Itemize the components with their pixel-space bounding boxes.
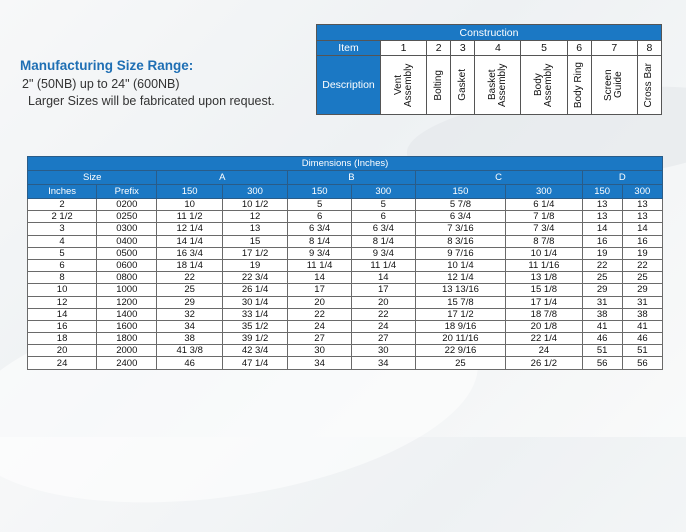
table-cell: 14 bbox=[582, 223, 622, 235]
table-cell: 0500 bbox=[97, 247, 157, 259]
table-cell: 46 bbox=[157, 357, 222, 369]
table-cell: 27 bbox=[351, 333, 415, 345]
table-cell: 17 bbox=[351, 284, 415, 296]
table-cell: 19 bbox=[222, 259, 287, 271]
table-cell: 20 bbox=[351, 296, 415, 308]
table-cell: 42 3/4 bbox=[222, 345, 287, 357]
table-cell: 46 bbox=[622, 333, 662, 345]
table-cell: 8 7/8 bbox=[506, 235, 582, 247]
column-header: 150 bbox=[415, 185, 506, 199]
table-cell: 51 bbox=[582, 345, 622, 357]
table-cell: 7 3/4 bbox=[506, 223, 582, 235]
table-cell: 22 bbox=[351, 308, 415, 320]
table-row bbox=[28, 357, 663, 369]
column-header: 300 bbox=[222, 185, 287, 199]
table-cell: 34 bbox=[157, 320, 222, 332]
table-cell: 16 bbox=[622, 235, 662, 247]
item-number: 7 bbox=[591, 41, 637, 56]
table-cell: 35 1/2 bbox=[222, 320, 287, 332]
dimensions-table bbox=[27, 156, 663, 370]
table-cell: 1600 bbox=[97, 320, 157, 332]
table-cell: 13 bbox=[582, 211, 622, 223]
table-row bbox=[28, 199, 663, 211]
table-cell: 13 1/8 bbox=[506, 272, 582, 284]
table-cell: 14 bbox=[288, 272, 352, 284]
table-cell: 18 bbox=[28, 333, 97, 345]
table-cell: 1400 bbox=[97, 308, 157, 320]
table-cell: 11 1/16 bbox=[506, 259, 582, 271]
table-cell: 11 1/2 bbox=[157, 211, 222, 223]
table-row bbox=[28, 259, 663, 271]
table-cell: 22 bbox=[288, 308, 352, 320]
item-number: 3 bbox=[451, 41, 475, 56]
table-cell: 8 1/4 bbox=[288, 235, 352, 247]
table-cell: 25 bbox=[157, 284, 222, 296]
item-description: Vent Assembly bbox=[392, 63, 414, 107]
column-header: 150 bbox=[157, 185, 222, 199]
group-header-b: B bbox=[288, 171, 415, 185]
column-header: 300 bbox=[351, 185, 415, 199]
table-cell: 4 bbox=[28, 235, 97, 247]
table-cell: 1200 bbox=[97, 296, 157, 308]
sub-header-row bbox=[28, 185, 663, 199]
table-cell: 7 1/8 bbox=[506, 211, 582, 223]
table-cell: 24 bbox=[506, 345, 582, 357]
table-cell: 9 3/4 bbox=[288, 247, 352, 259]
table-cell: 6 3/4 bbox=[351, 223, 415, 235]
table-cell: 0600 bbox=[97, 259, 157, 271]
item-number: 1 bbox=[381, 41, 427, 56]
larger-sizes-note: Larger Sizes will be fabricated upon request. bbox=[28, 94, 275, 108]
table-cell: 16 bbox=[582, 235, 622, 247]
group-header-c: C bbox=[415, 171, 582, 185]
dimensions-title: Dimensions (Inches) bbox=[28, 157, 663, 171]
table-cell: 10 bbox=[157, 199, 222, 211]
table-cell: 15 1/8 bbox=[506, 284, 582, 296]
table-row bbox=[28, 223, 663, 235]
table-cell: 6 3/4 bbox=[288, 223, 352, 235]
table-cell: 13 bbox=[582, 199, 622, 211]
table-row bbox=[28, 211, 663, 223]
table-cell: 18 1/4 bbox=[157, 259, 222, 271]
table-cell: 22 3/4 bbox=[222, 272, 287, 284]
table-cell: 6 bbox=[351, 211, 415, 223]
table-row bbox=[28, 247, 663, 259]
table-cell: 5 7/8 bbox=[415, 199, 506, 211]
table-row bbox=[28, 284, 663, 296]
table-cell: 10 1/4 bbox=[415, 259, 506, 271]
item-description: Body Ring bbox=[573, 61, 585, 109]
table-cell: 10 1/4 bbox=[506, 247, 582, 259]
item-description: Screen Guide bbox=[603, 69, 625, 101]
table-cell: 9 3/4 bbox=[351, 247, 415, 259]
table-cell: 18 7/8 bbox=[506, 308, 582, 320]
item-number: 2 bbox=[427, 41, 451, 56]
table-cell: 30 bbox=[351, 345, 415, 357]
column-header: 150 bbox=[582, 185, 622, 199]
table-cell: 29 bbox=[157, 296, 222, 308]
table-cell: 51 bbox=[622, 345, 662, 357]
item-number: 8 bbox=[637, 41, 661, 56]
table-cell: 38 bbox=[582, 308, 622, 320]
table-cell: 46 bbox=[582, 333, 622, 345]
item-description: Basket Assembly bbox=[486, 63, 508, 107]
column-header: Inches bbox=[28, 185, 97, 199]
table-cell: 27 bbox=[288, 333, 352, 345]
column-header: 150 bbox=[288, 185, 352, 199]
table-cell: 6 3/4 bbox=[415, 211, 506, 223]
description-label: Description bbox=[317, 56, 381, 115]
group-header-size: Size bbox=[28, 171, 157, 185]
table-cell: 30 1/4 bbox=[222, 296, 287, 308]
table-cell: 13 13/16 bbox=[415, 284, 506, 296]
table-cell: 18 9/16 bbox=[415, 320, 506, 332]
table-cell: 6 bbox=[28, 259, 97, 271]
item-label: Item bbox=[317, 41, 381, 56]
table-cell: 22 bbox=[622, 259, 662, 271]
table-cell: 25 bbox=[622, 272, 662, 284]
table-cell: 0400 bbox=[97, 235, 157, 247]
table-cell: 25 bbox=[415, 357, 506, 369]
table-cell: 31 bbox=[582, 296, 622, 308]
table-cell: 41 bbox=[622, 320, 662, 332]
table-cell: 34 bbox=[351, 357, 415, 369]
table-cell: 17 1/2 bbox=[415, 308, 506, 320]
table-cell: 6 1/4 bbox=[506, 199, 582, 211]
table-cell: 25 bbox=[582, 272, 622, 284]
item-description: Body Assembly bbox=[533, 63, 555, 107]
item-number: 5 bbox=[521, 41, 567, 56]
item-description: Cross Bar bbox=[643, 62, 655, 108]
table-cell: 10 1/2 bbox=[222, 199, 287, 211]
construction-table bbox=[316, 24, 662, 115]
table-cell: 22 1/4 bbox=[506, 333, 582, 345]
table-row bbox=[28, 308, 663, 320]
table-row bbox=[28, 320, 663, 332]
table-cell: 41 bbox=[582, 320, 622, 332]
manufacturing-title: Manufacturing Size Range: bbox=[20, 58, 194, 73]
table-row bbox=[28, 333, 663, 345]
table-cell: 38 bbox=[622, 308, 662, 320]
table-cell: 22 9/16 bbox=[415, 345, 506, 357]
table-cell: 3 bbox=[28, 223, 97, 235]
table-cell: 12 1/4 bbox=[415, 272, 506, 284]
group-header-d: D bbox=[582, 171, 662, 185]
table-cell: 17 1/4 bbox=[506, 296, 582, 308]
table-cell: 15 7/8 bbox=[415, 296, 506, 308]
table-cell: 10 bbox=[28, 284, 97, 296]
table-cell: 20 1/8 bbox=[506, 320, 582, 332]
table-cell: 47 1/4 bbox=[222, 357, 287, 369]
table-cell: 16 3/4 bbox=[157, 247, 222, 259]
table-cell: 20 11/16 bbox=[415, 333, 506, 345]
table-cell: 0300 bbox=[97, 223, 157, 235]
table-cell: 12 bbox=[28, 296, 97, 308]
table-cell: 30 bbox=[288, 345, 352, 357]
table-cell: 26 1/4 bbox=[222, 284, 287, 296]
table-cell: 39 1/2 bbox=[222, 333, 287, 345]
table-cell: 5 bbox=[28, 247, 97, 259]
table-cell: 24 bbox=[351, 320, 415, 332]
table-cell: 2 1/2 bbox=[28, 211, 97, 223]
table-cell: 0800 bbox=[97, 272, 157, 284]
column-header: 300 bbox=[622, 185, 662, 199]
table-cell: 2 bbox=[28, 199, 97, 211]
table-cell: 33 1/4 bbox=[222, 308, 287, 320]
table-cell: 2000 bbox=[97, 345, 157, 357]
table-cell: 38 bbox=[157, 333, 222, 345]
table-row bbox=[28, 235, 663, 247]
table-cell: 14 bbox=[622, 223, 662, 235]
table-cell: 17 1/2 bbox=[222, 247, 287, 259]
table-cell: 8 1/4 bbox=[351, 235, 415, 247]
table-cell: 24 bbox=[288, 320, 352, 332]
table-cell: 1800 bbox=[97, 333, 157, 345]
table-cell: 13 bbox=[622, 211, 662, 223]
column-header: 300 bbox=[506, 185, 582, 199]
table-cell: 8 bbox=[28, 272, 97, 284]
table-cell: 1000 bbox=[97, 284, 157, 296]
table-cell: 7 3/16 bbox=[415, 223, 506, 235]
table-cell: 9 7/16 bbox=[415, 247, 506, 259]
table-cell: 14 1/4 bbox=[157, 235, 222, 247]
table-cell: 5 bbox=[351, 199, 415, 211]
table-cell: 29 bbox=[582, 284, 622, 296]
table-cell: 56 bbox=[622, 357, 662, 369]
table-row bbox=[28, 272, 663, 284]
table-cell: 56 bbox=[582, 357, 622, 369]
table-cell: 11 1/4 bbox=[351, 259, 415, 271]
column-header: Prefix bbox=[97, 185, 157, 199]
item-description: Bolting bbox=[432, 69, 444, 101]
table-cell: 13 bbox=[222, 223, 287, 235]
table-cell: 0200 bbox=[97, 199, 157, 211]
table-cell: 32 bbox=[157, 308, 222, 320]
table-cell: 22 bbox=[582, 259, 622, 271]
table-cell: 34 bbox=[288, 357, 352, 369]
table-row bbox=[28, 296, 663, 308]
table-cell: 17 bbox=[288, 284, 352, 296]
construction-title: Construction bbox=[317, 25, 662, 41]
table-cell: 41 3/8 bbox=[157, 345, 222, 357]
table-cell: 14 bbox=[351, 272, 415, 284]
table-cell: 19 bbox=[622, 247, 662, 259]
table-cell: 24 bbox=[28, 357, 97, 369]
table-cell: 2400 bbox=[97, 357, 157, 369]
table-cell: 6 bbox=[288, 211, 352, 223]
item-number: 6 bbox=[567, 41, 591, 56]
group-header-a: A bbox=[157, 171, 288, 185]
table-cell: 22 bbox=[157, 272, 222, 284]
size-range-line: 2" (50NB) up to 24" (600NB) bbox=[22, 77, 180, 91]
manufacturing-size-range bbox=[20, 58, 275, 110]
table-cell: 16 bbox=[28, 320, 97, 332]
table-cell: 29 bbox=[622, 284, 662, 296]
table-cell: 11 1/4 bbox=[288, 259, 352, 271]
item-number: 4 bbox=[475, 41, 521, 56]
table-cell: 26 1/2 bbox=[506, 357, 582, 369]
table-row bbox=[28, 345, 663, 357]
table-cell: 12 1/4 bbox=[157, 223, 222, 235]
table-cell: 5 bbox=[288, 199, 352, 211]
table-cell: 14 bbox=[28, 308, 97, 320]
table-cell: 15 bbox=[222, 235, 287, 247]
table-cell: 12 bbox=[222, 211, 287, 223]
table-cell: 8 3/16 bbox=[415, 235, 506, 247]
table-cell: 31 bbox=[622, 296, 662, 308]
table-cell: 19 bbox=[582, 247, 622, 259]
table-cell: 0250 bbox=[97, 211, 157, 223]
item-description: Gasket bbox=[456, 69, 468, 101]
table-cell: 20 bbox=[28, 345, 97, 357]
table-cell: 20 bbox=[288, 296, 352, 308]
table-cell: 13 bbox=[622, 199, 662, 211]
